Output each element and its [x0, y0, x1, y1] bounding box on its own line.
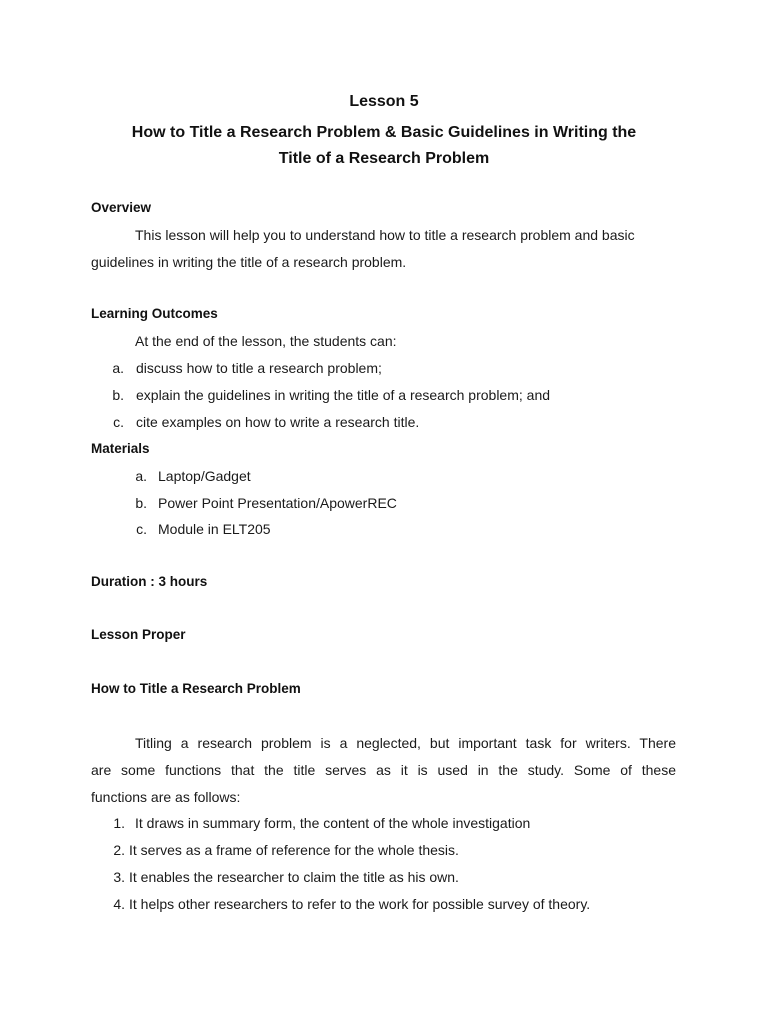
- outcome-marker: b.: [112, 387, 124, 403]
- lesson-title-line-1: How to Title a Research Problem & Basic Guidelines in Writing the: [131, 124, 637, 141]
- section-paragraph-line-2: are some functions that the title serves as it is used in the study. Some of these: [91, 762, 676, 778]
- material-item: Module in ELT205: [158, 521, 271, 537]
- duration-heading: Duration : 3 hours: [91, 574, 208, 589]
- overview-text-line-2: guidelines in writing the title of a research problem.: [91, 254, 407, 270]
- section-paragraph-line-1: Titling a research problem is a neglected, but important task for writers. There: [135, 735, 676, 751]
- section-paragraph-line-3: functions are as follows:: [91, 789, 241, 805]
- learning-outcomes-heading: Learning Outcomes: [91, 306, 218, 321]
- function-marker: 2.: [113, 842, 125, 858]
- function-item: It helps other researchers to refer to the work for possible survey of theory.: [129, 896, 591, 912]
- material-marker: b.: [135, 495, 147, 511]
- material-item: Power Point Presentation/ApowerREC: [158, 495, 397, 511]
- outcome-item: cite examples on how to write a research title.: [136, 414, 420, 430]
- function-item: It serves as a frame of reference for the whole thesis.: [129, 842, 459, 858]
- overview-heading: Overview: [91, 200, 152, 215]
- outcome-item: explain the guidelines in writing the title of a research problem; and: [136, 387, 551, 403]
- learning-outcomes-intro: At the end of the lesson, the students can:: [135, 333, 397, 349]
- lesson-proper-heading: Lesson Proper: [91, 627, 186, 642]
- overview-text-line-1: This lesson will help you to understand how to title a research problem and basic: [135, 227, 635, 243]
- function-item: It draws in summary form, the content of the whole investigation: [135, 815, 531, 831]
- outcome-marker: c.: [113, 414, 124, 430]
- function-marker: 3.: [113, 869, 125, 885]
- material-marker: a.: [135, 468, 147, 484]
- material-marker: c.: [136, 521, 147, 537]
- outcome-marker: a.: [112, 360, 124, 376]
- materials-heading: Materials: [91, 441, 150, 456]
- outcome-item: discuss how to title a research problem;: [136, 360, 382, 376]
- lesson-title-line-2: Title of a Research Problem: [278, 150, 490, 167]
- function-item: It enables the researcher to claim the title as his own.: [129, 869, 459, 885]
- section-heading: How to Title a Research Problem: [91, 681, 301, 696]
- function-marker: 4.: [113, 896, 125, 912]
- material-item: Laptop/Gadget: [158, 468, 251, 484]
- function-marker: 1.: [113, 815, 125, 831]
- lesson-number: Lesson 5: [349, 93, 419, 110]
